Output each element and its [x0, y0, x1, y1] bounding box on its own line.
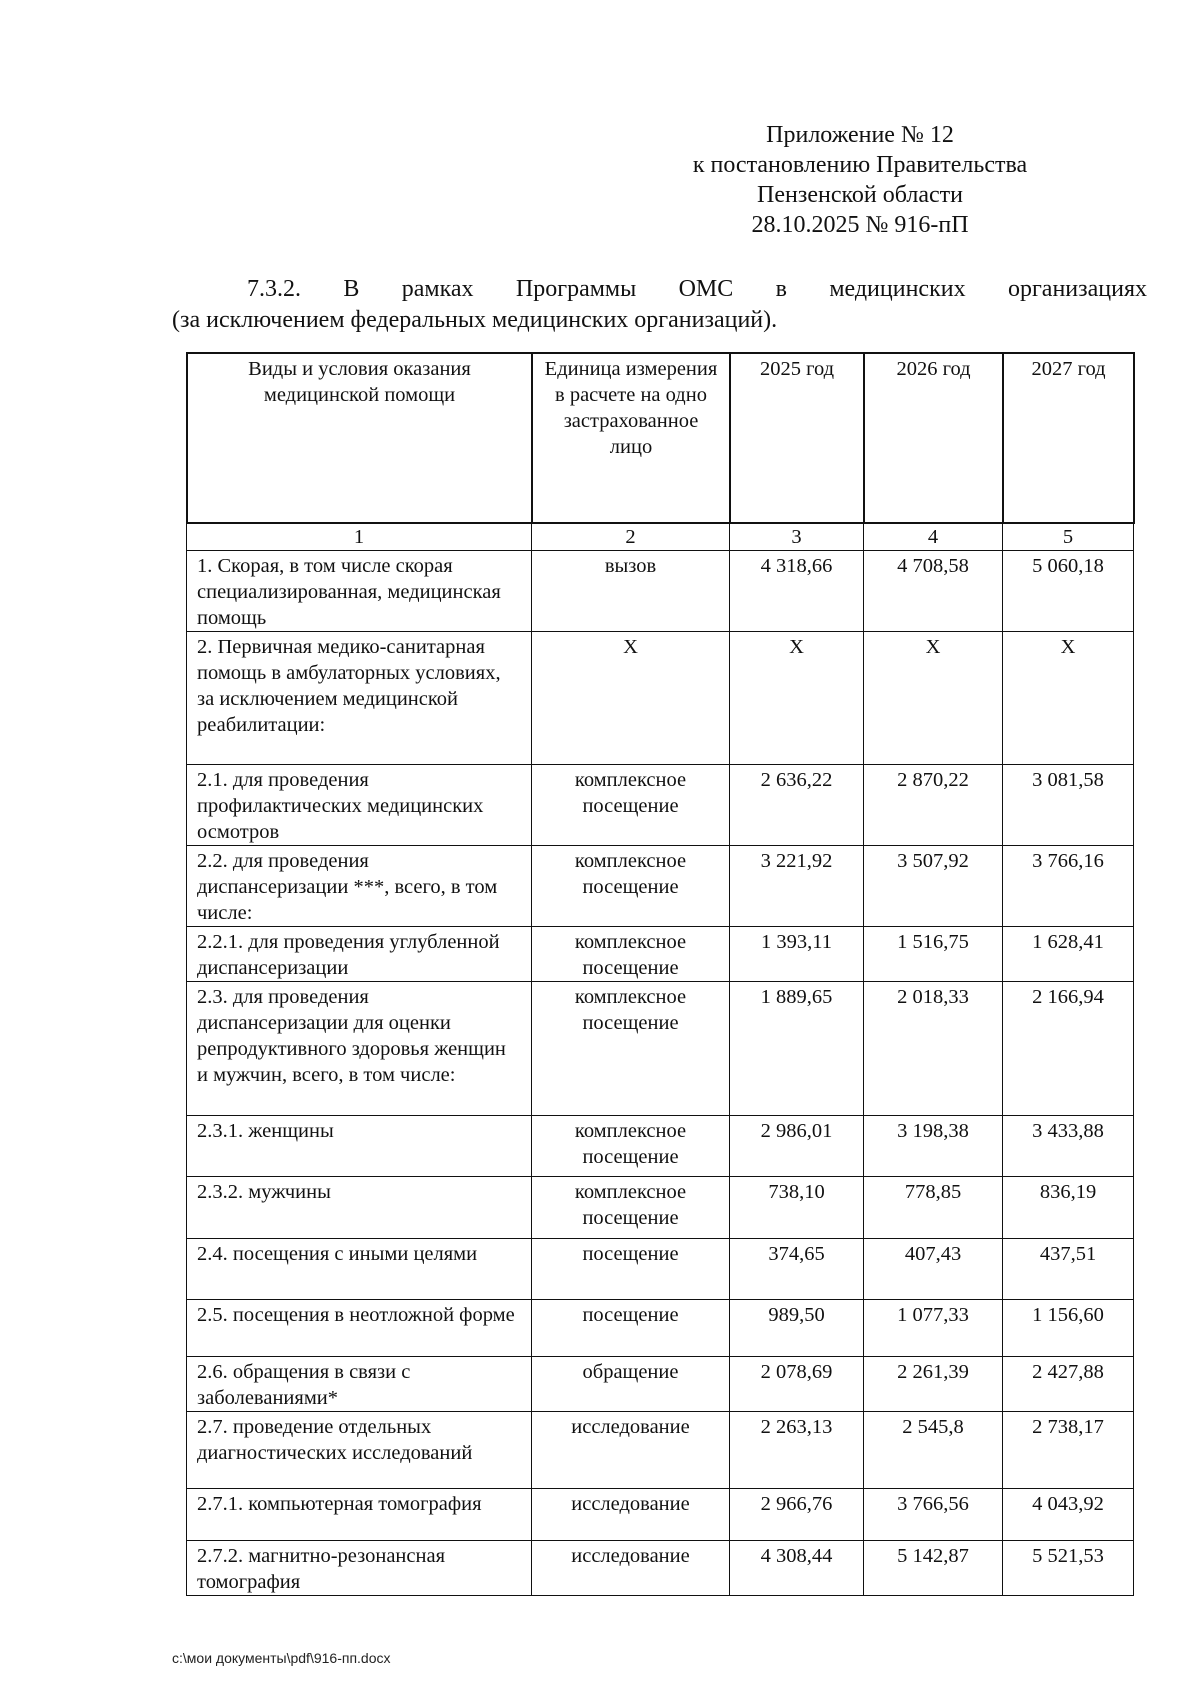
column-number-row	[187, 524, 1134, 551]
table-row	[187, 1300, 1134, 1357]
row-value-2025: 738,10	[730, 1177, 864, 1239]
row-value-2026: 1 077,33	[864, 1300, 1003, 1357]
column-number: 4	[864, 524, 1003, 551]
row-unit: комплексное посещение	[532, 846, 730, 927]
row-name: 2.2.1. для проведения углубленной диспансеризации	[187, 927, 532, 982]
row-name: 2.7. проведение отдельных диагностических исследований	[187, 1412, 532, 1489]
row-name: 2.7.1. компьютерная томография	[187, 1489, 532, 1541]
table-row	[187, 1239, 1134, 1300]
row-unit: исследование	[532, 1489, 730, 1541]
row-value-2027: 3 766,16	[1003, 846, 1134, 927]
row-name: 2.3.1. женщины	[187, 1116, 532, 1177]
table-header-row	[187, 353, 1134, 523]
row-value-2026: 2 545,8	[864, 1412, 1003, 1489]
appendix-decree-line: к постановлению Правительства	[692, 152, 1028, 178]
table-row	[187, 1489, 1134, 1541]
table-row	[187, 551, 1134, 632]
row-unit: комплексное посещение	[532, 765, 730, 846]
column-number: 5	[1003, 524, 1134, 551]
table-row	[187, 1116, 1134, 1177]
row-value-2025: 2 636,22	[730, 765, 864, 846]
row-value-2027: 5 521,53	[1003, 1541, 1134, 1596]
table-row	[187, 1357, 1134, 1412]
appendix-date-number: 28.10.2025 № 916-пП	[751, 212, 969, 238]
row-name: 2.5. посещения в неотложной форме	[187, 1300, 532, 1357]
row-value-2025: 4 308,44	[730, 1541, 864, 1596]
row-value-2027: 1 156,60	[1003, 1300, 1134, 1357]
row-value-2027: 3 081,58	[1003, 765, 1134, 846]
row-value-2026: 407,43	[864, 1239, 1003, 1300]
row-value-2027: 2 738,17	[1003, 1412, 1134, 1489]
appendix-header	[600, 120, 1120, 240]
section-intro	[172, 274, 1147, 336]
row-value-2025: 1 393,11	[730, 927, 864, 982]
row-value-2025: 3 221,92	[730, 846, 864, 927]
row-value-2026: Х	[864, 632, 1003, 765]
header-2026: 2026 год	[864, 353, 1003, 523]
column-number: 3	[730, 524, 864, 551]
column-number: 2	[532, 524, 730, 551]
column-number: 1	[187, 524, 532, 551]
table-row	[187, 927, 1134, 982]
row-value-2025: 1 889,65	[730, 982, 864, 1116]
row-value-2025: 4 318,66	[730, 551, 864, 632]
row-name: 2.4. посещения с иными целями	[187, 1239, 532, 1300]
row-name: 2.3. для проведения диспансеризации для оценки репродуктивного здоровья женщин и мужчин, всего, в том числе:	[187, 982, 532, 1116]
row-value-2026: 3 766,56	[864, 1489, 1003, 1541]
row-name: 2.6. обращения в связи с заболеваниями*	[187, 1357, 532, 1412]
table-row	[187, 1541, 1134, 1596]
row-value-2026: 2 870,22	[864, 765, 1003, 846]
row-value-2025: 2 986,01	[730, 1116, 864, 1177]
row-value-2026: 2 018,33	[864, 982, 1003, 1116]
row-unit: посещение	[532, 1239, 730, 1300]
header-kind: Виды и условия оказания медицинской помощи	[187, 353, 532, 523]
row-value-2027: 1 628,41	[1003, 927, 1134, 982]
row-unit: обращение	[532, 1357, 730, 1412]
row-unit: комплексное посещение	[532, 1177, 730, 1239]
row-value-2025: 2 263,13	[730, 1412, 864, 1489]
appendix-number: Приложение № 12	[766, 122, 954, 148]
row-name: 2. Первичная медико-санитарная помощь в амбулаторных условиях, за исключением медицинской реабилитации:	[187, 632, 532, 765]
file-path-footer: c:\мои документы\pdf\916-пп.docx	[172, 1650, 391, 1666]
row-name: 1. Скорая, в том числе скорая специализированная, медицинская помощь	[187, 551, 532, 632]
row-value-2027: 3 433,88	[1003, 1116, 1134, 1177]
row-name: 2.3.2. мужчины	[187, 1177, 532, 1239]
row-value-2026: 5 142,87	[864, 1541, 1003, 1596]
table-row	[187, 1412, 1134, 1489]
row-value-2026: 3 507,92	[864, 846, 1003, 927]
header-2025: 2025 год	[730, 353, 864, 523]
row-value-2026: 2 261,39	[864, 1357, 1003, 1412]
row-unit: посещение	[532, 1300, 730, 1357]
row-value-2027: 2 166,94	[1003, 982, 1134, 1116]
row-value-2027: Х	[1003, 632, 1134, 765]
row-value-2026: 778,85	[864, 1177, 1003, 1239]
row-unit: комплексное посещение	[532, 927, 730, 982]
table-row	[187, 632, 1134, 765]
row-name: 2.2. для проведения диспансеризации ***, всего, в том числе:	[187, 846, 532, 927]
row-name: 2.7.2. магнитно-резонансная томография	[187, 1541, 532, 1596]
row-value-2027: 4 043,92	[1003, 1489, 1134, 1541]
row-value-2026: 1 516,75	[864, 927, 1003, 982]
row-unit: Х	[532, 632, 730, 765]
table-row	[187, 982, 1134, 1116]
row-value-2027: 5 060,18	[1003, 551, 1134, 632]
row-value-2027: 836,19	[1003, 1177, 1134, 1239]
header-2027: 2027 год	[1003, 353, 1134, 523]
row-value-2026: 4 708,58	[864, 551, 1003, 632]
row-value-2027: 2 427,88	[1003, 1357, 1134, 1412]
row-unit: вызов	[532, 551, 730, 632]
table-row	[187, 846, 1134, 927]
row-value-2025: Х	[730, 632, 864, 765]
row-value-2025: 374,65	[730, 1239, 864, 1300]
table-header	[186, 352, 1135, 524]
intro-line-2: (за исключением федеральных медицинских организаций).	[172, 307, 778, 333]
row-value-2025: 989,50	[730, 1300, 864, 1357]
row-value-2026: 3 198,38	[864, 1116, 1003, 1177]
row-value-2025: 2 966,76	[730, 1489, 864, 1541]
header-unit: Единица измерения в расчете на одно застрахованное лицо	[532, 353, 730, 523]
row-value-2025: 2 078,69	[730, 1357, 864, 1412]
data-table	[186, 523, 1134, 1596]
row-name: 2.1. для проведения профилактических медицинских осмотров	[187, 765, 532, 846]
table-row	[187, 1177, 1134, 1239]
row-value-2027: 437,51	[1003, 1239, 1134, 1300]
row-unit: исследование	[532, 1541, 730, 1596]
row-unit: комплексное посещение	[532, 1116, 730, 1177]
row-unit: исследование	[532, 1412, 730, 1489]
table-row	[187, 765, 1134, 846]
appendix-region-line: Пензенской области	[757, 182, 963, 208]
row-unit: комплексное посещение	[532, 982, 730, 1116]
intro-line-1: 7.3.2. В рамках Программы ОМС в медицинских организациях	[247, 276, 1147, 302]
